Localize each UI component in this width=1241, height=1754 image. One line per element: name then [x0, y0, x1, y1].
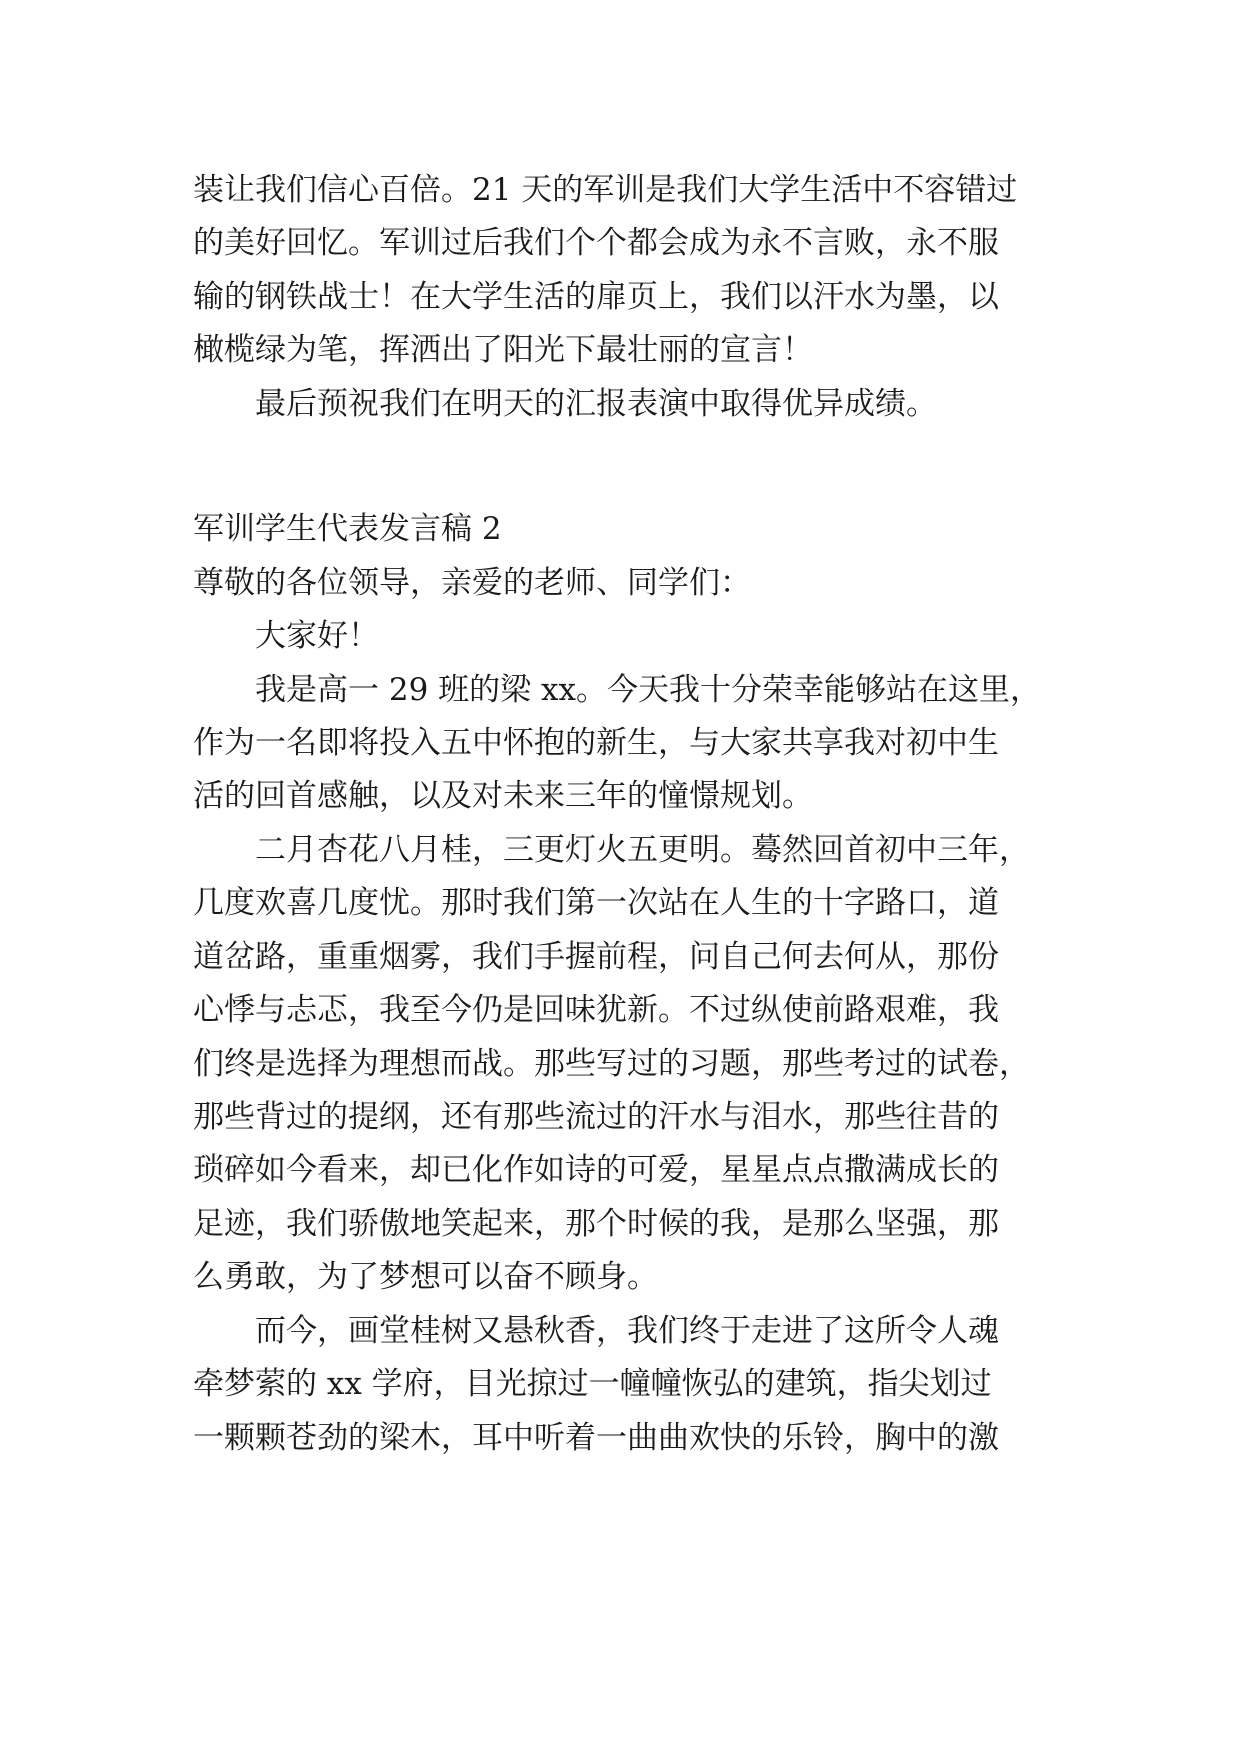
paragraph-line: 牵梦萦的 xx 学府，目光掠过一幢幢恢弘的建筑，指尖划过 — [193, 1366, 992, 1402]
paragraph-line: 们终是选择为理想而战。那些写过的习题，那些考过的试卷， — [193, 1046, 1030, 1082]
paragraph-line: 心悸与忐忑，我至今仍是回味犹新。不过纵使前路艰难，我 — [193, 992, 999, 1028]
paragraph-line: 装让我们信心百倍。21 天的军训是我们大学生活中不容错过 — [193, 172, 1018, 208]
paragraph-line: 活的回首感触，以及对未来三年的憧憬规划。 — [193, 778, 813, 814]
paragraph-line: 足迹，我们骄傲地笑起来，那个时候的我，是那么坚强，那 — [193, 1206, 999, 1242]
paragraph-line: 几度欢喜几度忧。那时我们第一次站在人生的十字路口，道 — [193, 885, 999, 921]
salutation: 尊敬的各位领导，亲爱的老师、同学们： — [193, 565, 751, 601]
paragraph-line: 么勇敢，为了梦想可以奋不顾身。 — [193, 1259, 658, 1295]
paragraph-line: 作为一名即将投入五中怀抱的新生，与大家共享我对初中生 — [193, 725, 999, 761]
paragraph-line: 输的钢铁战士！在大学生活的扉页上，我们以汗水为墨，以 — [193, 279, 999, 315]
paragraph-line: 最后预祝我们在明天的汇报表演中取得优异成绩。 — [255, 386, 937, 422]
paragraph-line: 而今，画堂桂树又悬秋香，我们终于走进了这所令人魂 — [255, 1313, 999, 1349]
paragraph-line: 道岔路，重重烟雾，我们手握前程，问自己何去何从，那份 — [193, 939, 999, 975]
paragraph-line: 二月杏花八月桂，三更灯火五更明。蓦然回首初中三年， — [255, 832, 1030, 868]
section-title: 军训学生代表发言稿 2 — [193, 511, 502, 547]
paragraph-line: 橄榄绿为笔，挥洒出了阳光下最壮丽的宣言！ — [193, 332, 813, 368]
paragraph-line: 琐碎如今看来，却已化作如诗的可爱，星星点点撒满成长的 — [193, 1152, 999, 1188]
paragraph-line: 那些背过的提纲，还有那些流过的汗水与泪水，那些往昔的 — [193, 1099, 999, 1135]
paragraph-line: 的美好回忆。军训过后我们个个都会成为永不言败，永不服 — [193, 225, 999, 261]
paragraph-line: 一颗颗苍劲的梁木，耳中听着一曲曲欢快的乐铃，胸中的激 — [193, 1420, 999, 1456]
paragraph-line: 我是高一 29 班的梁 xx。今天我十分荣幸能够站在这里， — [255, 672, 1041, 708]
greeting: 大家好！ — [255, 618, 379, 654]
